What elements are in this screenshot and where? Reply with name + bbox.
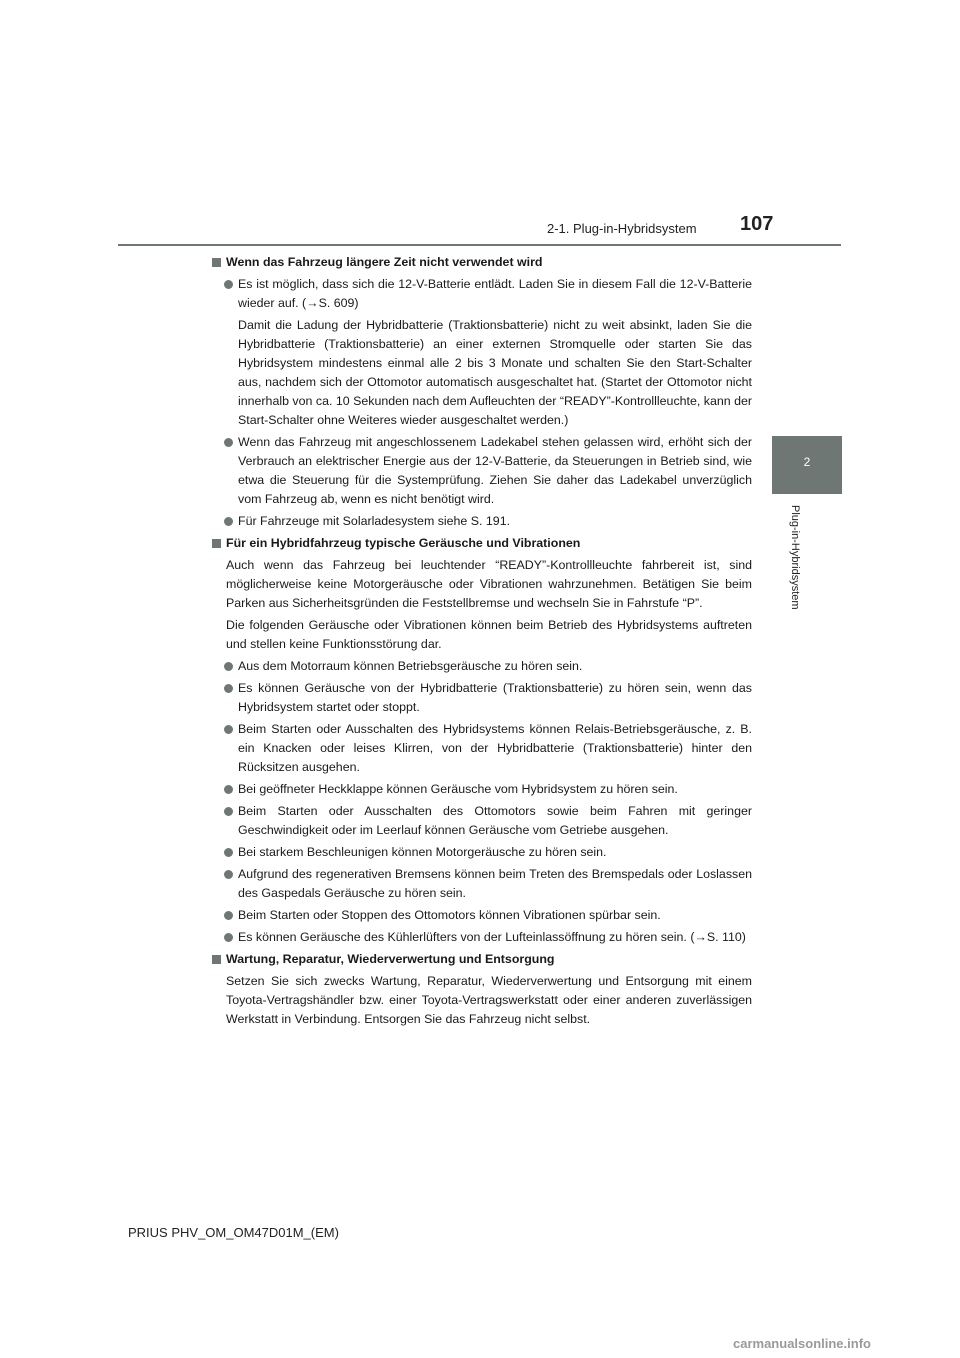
list-item-text: Es können Geräusche des Kühlerlüfters von der Lufteinlassöffnung zu hören sein. (→S. 110): [238, 930, 746, 944]
list-item: [212, 679, 752, 717]
circle-bullet-icon: [224, 662, 233, 671]
footer-doc-id: PRIUS PHV_OM_OM47D01M_(EM): [128, 1225, 339, 1240]
circle-bullet-icon: [224, 933, 233, 942]
circle-bullet-icon: [224, 725, 233, 734]
circle-bullet-icon: [224, 870, 233, 879]
circle-bullet-icon: [224, 684, 233, 693]
list-item-text: Bei geöffneter Heckklappe können Geräusche vom Hybridsystem zu hören sein.: [238, 782, 678, 796]
paragraph: Auch wenn das Fahrzeug bei leuchtender “READY”-Kontrollleuchte fahrbereit ist, sind möglicherweise keine Motorgeräusche oder Vibrationen wahrzunehmen. Betätigen Sie beim Parken aus Sicherheitsgründen die Feststellbremse und wechseln Sie in Fahrstufe “P”.: [226, 558, 752, 610]
list-item-text: Es ist möglich, dass sich die 12-V-Batterie entlädt. Laden Sie in diesem Fall die 12-V-Batterie wieder auf. (→S. 609): [238, 277, 752, 310]
list-item-text: Aus dem Motorraum können Betriebsgeräusche zu hören sein.: [238, 659, 583, 673]
square-bullet-icon: [212, 258, 221, 267]
circle-bullet-icon: [224, 911, 233, 920]
paragraph: Die folgenden Geräusche oder Vibrationen können beim Betrieb des Hybridsystems auftreten und stellen keine Funktionsstörung dar.: [226, 618, 752, 651]
watermark-link[interactable]: carmanualsonline.info: [733, 1336, 871, 1351]
list-item: [212, 906, 752, 925]
list-item: [212, 433, 752, 509]
list-item: [212, 802, 752, 840]
list-item: [212, 512, 752, 531]
list-item-text: Es können Geräusche von der Hybridbatterie (Traktionsbatterie) zu hören sein, wenn das Hybridsystem startet oder stoppt.: [238, 681, 752, 714]
circle-bullet-icon: [224, 807, 233, 816]
chapter-side-label-text: Plug-in-Hybridsystem: [789, 505, 801, 610]
section-heading-text: Wartung, Reparatur, Wiederverwertung und Entsorgung: [226, 952, 555, 966]
list-item: [212, 657, 752, 676]
circle-bullet-icon: [224, 785, 233, 794]
chapter-side-label: [789, 505, 805, 629]
section-heading-text: Wenn das Fahrzeug längere Zeit nicht verwendet wird: [226, 255, 543, 269]
list-item: [212, 843, 752, 862]
section-heading-text: Für ein Hybridfahrzeug typische Geräusche und Vibrationen: [226, 536, 581, 550]
square-bullet-icon: [212, 539, 221, 548]
list-item-text: Bei starkem Beschleunigen können Motorgeräusche zu hören sein.: [238, 845, 607, 859]
list-item-text: Beim Starten oder Stoppen des Ottomotors können Vibrationen spürbar sein.: [238, 908, 661, 922]
chapter-number: 2: [803, 455, 811, 469]
list-item-text: Beim Starten oder Ausschalten des Hybridsystems können Relais-Betriebsgeräusche, z. B. ein Knacken oder leises Klirren, von der Hybridbatterie (Traktionsbatterie) hinter den Rücksitzen ausgehen.: [238, 722, 752, 774]
header-section-title: 2-1. Plug-in-Hybridsystem: [547, 221, 697, 236]
header-divider: [118, 244, 841, 246]
paragraph: Setzen Sie sich zwecks Wartung, Reparatur, Wiederverwertung und Entsorgung mit einem Toyota-Vertragshändler bzw. einer Toyota-Vertragswerkstatt oder einer anderen zuverlässigen Werkstatt in Verbindung. Entsorgen Sie das Fahrzeug nicht selbst.: [226, 974, 752, 1026]
list-item: [212, 928, 752, 947]
list-item: [212, 865, 752, 903]
chapter-tab: [772, 436, 842, 494]
page-content: [212, 253, 752, 1032]
list-item-text: Beim Starten oder Ausschalten des Ottomotors sowie beim Fahren mit geringer Geschwindigkeit oder im Leerlauf können Geräusche vom Getriebe ausgehen.: [238, 804, 752, 837]
list-item: [212, 720, 752, 777]
list-item: [212, 275, 752, 313]
circle-bullet-icon: [224, 280, 233, 289]
list-item-continuation: Damit die Ladung der Hybridbatterie (Traktionsbatterie) nicht zu weit absinkt, laden Sie die Hybridbatterie (Traktionsbatterie) an einer externen Stromquelle oder starten Sie das Hybridsystem mindestens einmal alle 2 bis 3 Monate und schalten Sie den Start-Schalter aus, nachdem sich der Ottomotor automatisch ausgeschaltet hat. (Startet der Ottomotor nicht innerhalb von ca. 10 Sekunden nach dem Aufleuchten der “READY”-Kontrollleuchte, kann der Start-Schalter ohne Weiteres wieder ausgeschaltet werden.): [238, 318, 752, 427]
section-heading: [212, 253, 752, 272]
section-heading: [212, 950, 752, 969]
list-item-text: Aufgrund des regenerativen Bremsens können beim Treten des Bremspedals oder Loslassen des Gaspedals Geräusche zu hören sein.: [238, 867, 752, 900]
circle-bullet-icon: [224, 517, 233, 526]
list-item-text: Wenn das Fahrzeug mit angeschlossenem Ladekabel stehen gelassen wird, erhöht sich der Verbrauch an elektrischer Energie aus der 12-V-Batterie, da Steuerungen in Betrieb sind, wie etwa die Steuerung für die Systemprüfung. Ziehen Sie daher das Ladekabel unverzüglich vom Fahrzeug ab, wenn es nicht benötigt wird.: [238, 435, 752, 506]
circle-bullet-icon: [224, 848, 233, 857]
section-heading: [212, 534, 752, 553]
page-number: 107: [740, 213, 774, 235]
list-item: [212, 780, 752, 799]
circle-bullet-icon: [224, 438, 233, 447]
list-item-text: Für Fahrzeuge mit Solarladesystem siehe S. 191.: [238, 514, 511, 528]
square-bullet-icon: [212, 955, 221, 964]
